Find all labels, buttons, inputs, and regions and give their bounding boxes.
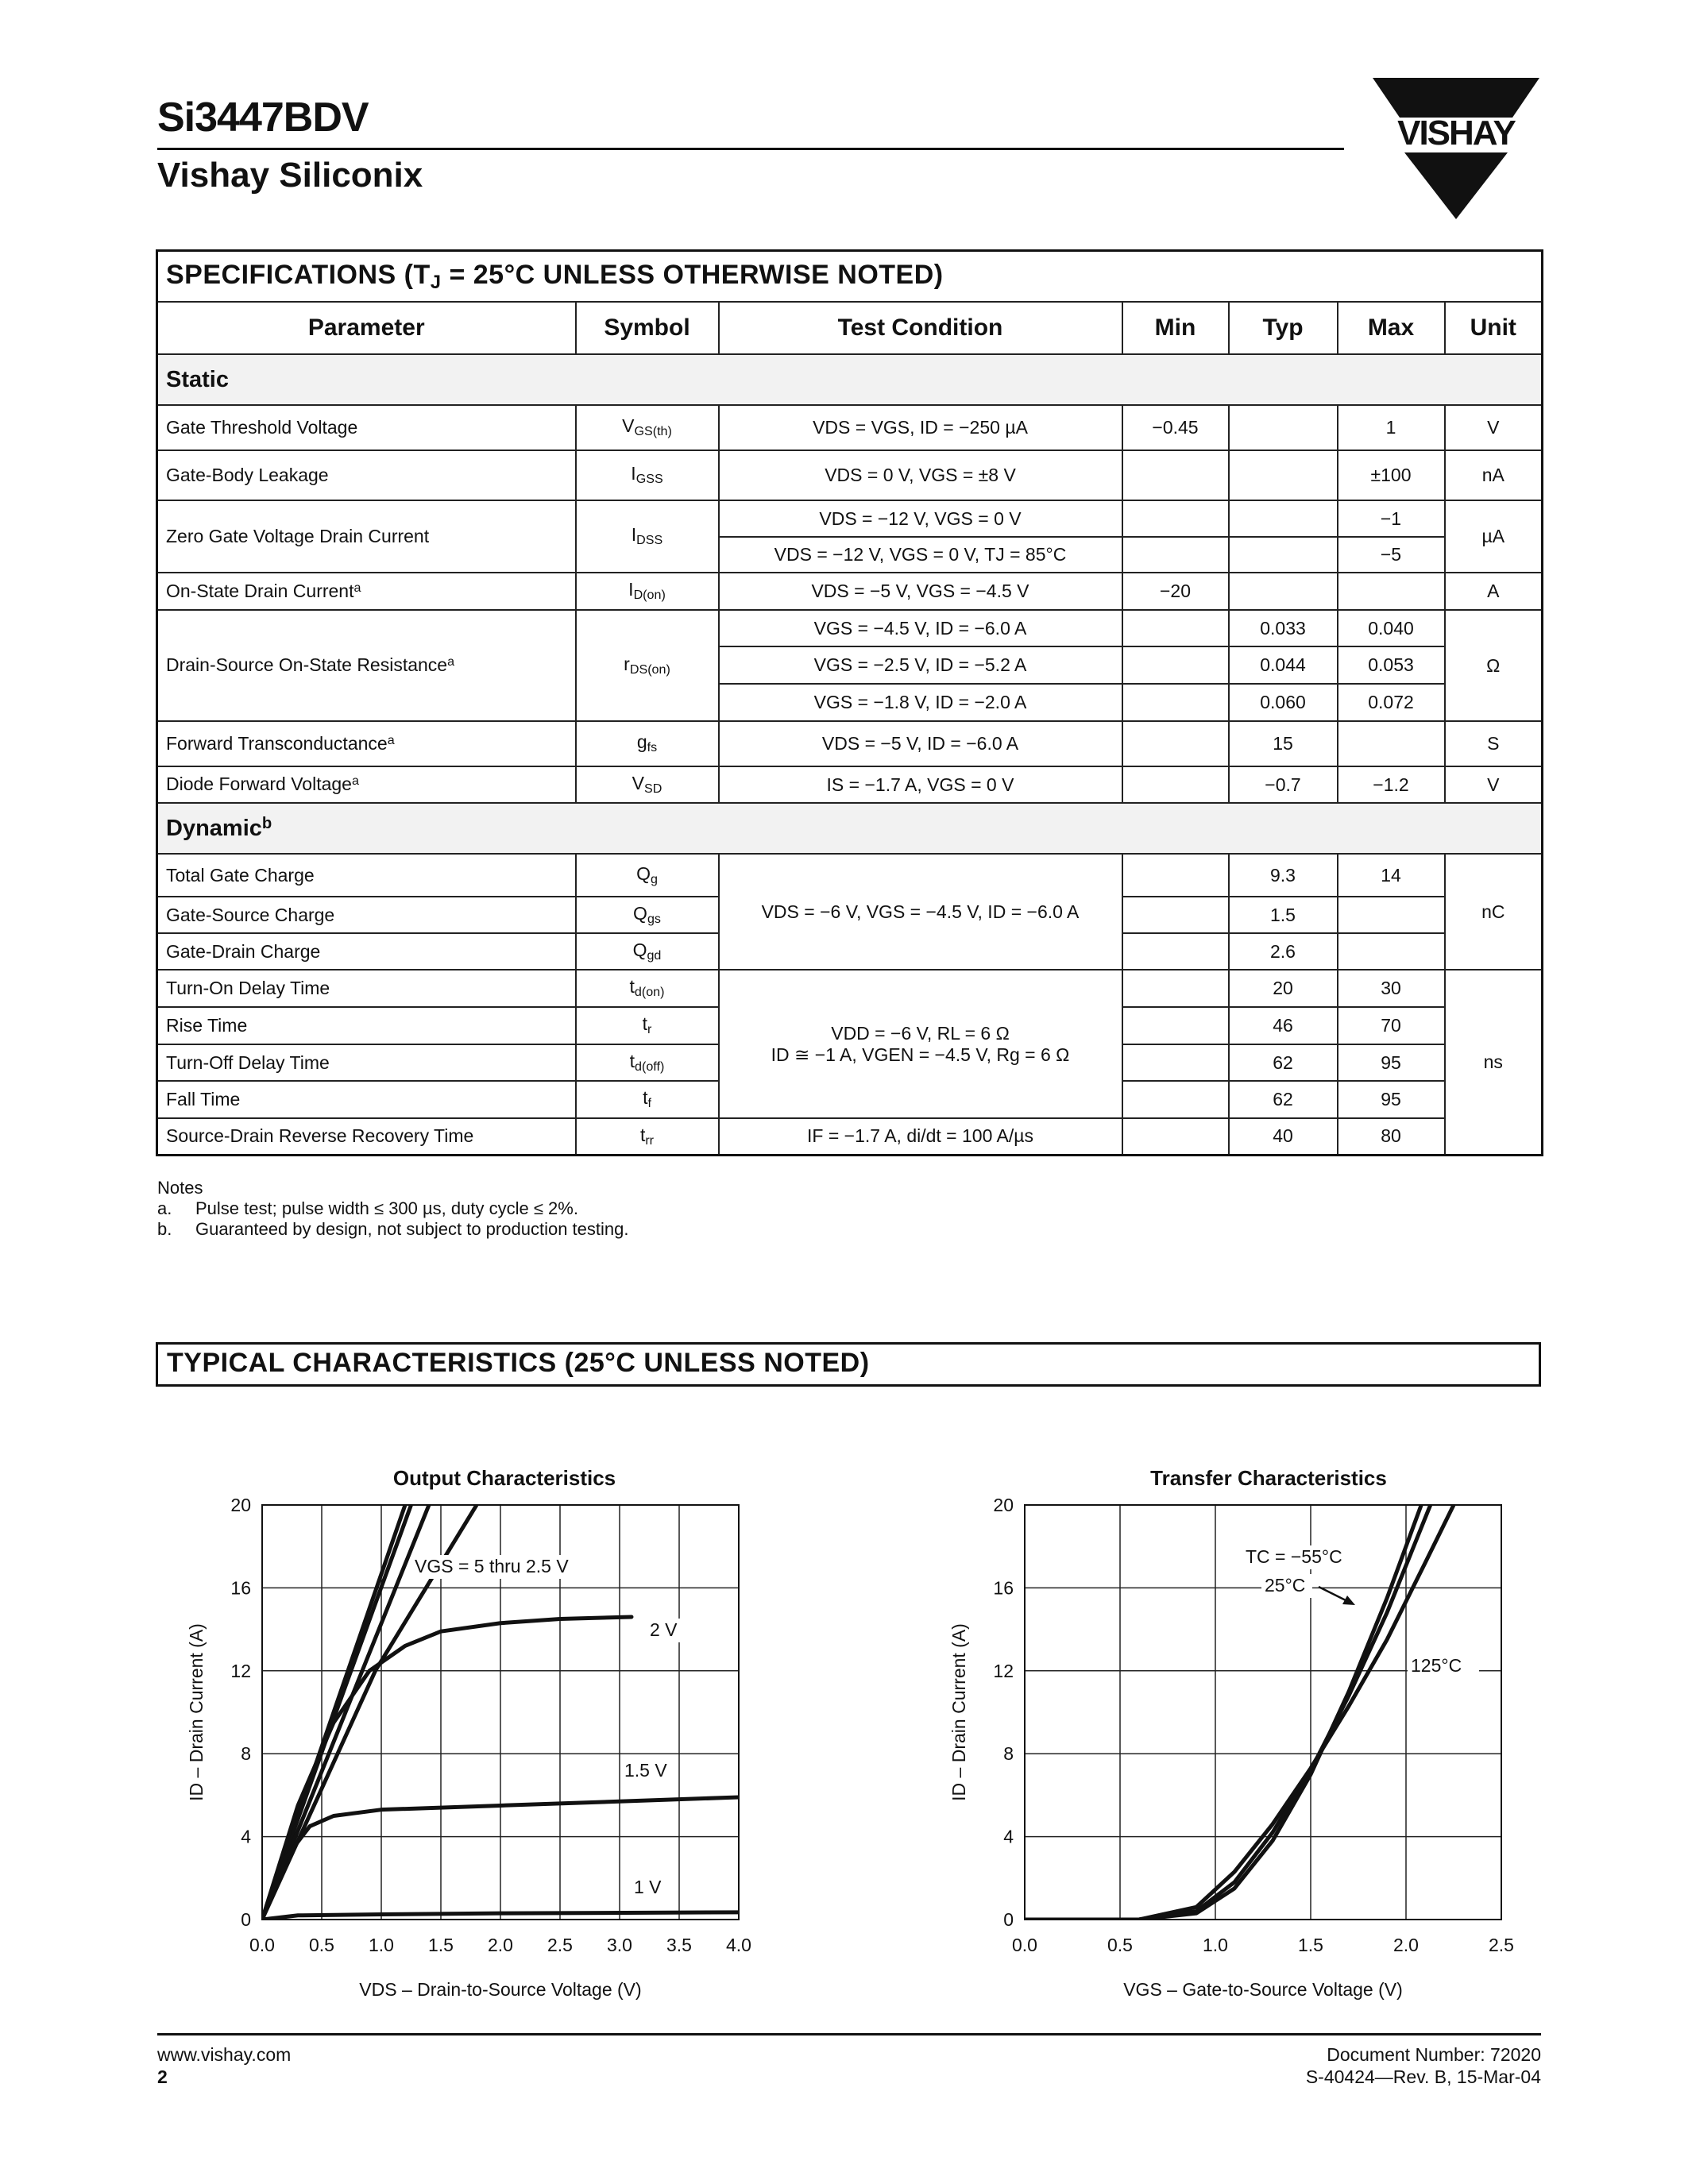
table-row: Gate Threshold Voltage $V_{GS(th)}$ VDS = VGS, ID = −250 µA −0.45 1 V (157, 405, 1543, 450)
table-row: Forward Transconductance$^a$ $g_{fs}$ VDS = −5 V, ID = −6.0 A 15 S (157, 721, 1543, 766)
table-row: Rise Time $t_r$ 46 70 (157, 1007, 1543, 1044)
table-row: Gate-Body Leakage $I_{GSS}$ VDS = 0 V, VGS = ±8 V ±100 nA (157, 450, 1543, 500)
y-tick-label: 16 (230, 1577, 251, 1599)
x-tick-label: 2.5 (547, 1935, 573, 1955)
output-characteristics-chart (159, 1493, 763, 2017)
y-tick-label: 0 (1003, 1909, 1014, 1930)
annotation-label: 25°C (1265, 1575, 1306, 1596)
x-tick-label: 2.0 (488, 1935, 513, 1955)
col-test-condition: Test Condition (719, 302, 1122, 354)
specifications-table (156, 249, 1543, 1156)
x-tick-label: 2.0 (1393, 1935, 1419, 1955)
annotation-label: 2 V (650, 1619, 678, 1640)
y-axis-label: ID – Drain Current (A) (948, 1623, 969, 1801)
table-row: Source-Drain Reverse Recovery Time $t_{rr}$ IF = −1.7 A, di/dt = 100 A/µs 40 80 (157, 1118, 1543, 1155)
notes-heading: Notes (157, 1178, 203, 1198)
header-rule (157, 148, 1344, 150)
x-tick-label: 0.5 (1107, 1935, 1133, 1955)
col-typ: Typ (1229, 302, 1338, 354)
x-tick-label: 3.0 (607, 1935, 632, 1955)
document-number: Document Number: 72020 (1327, 2044, 1541, 2065)
header-row (157, 302, 1543, 354)
table-row: VGS = −1.8 V, ID = −2.0 A 0.060 0.072 (157, 684, 1543, 721)
x-axis-label: VGS – Gate-to-Source Voltage (V) (1123, 1979, 1403, 2000)
col-min: Min (1122, 302, 1229, 354)
col-unit: Unit (1445, 302, 1543, 354)
table-row: Drain-Source On-State Resistance$^a$ $r_{DS(on)}$ VGS = −4.5 V, ID = −6.0 A 0.033 0.040 Ω (157, 610, 1543, 646)
series-line-1 (1025, 1495, 1435, 1920)
y-tick-label: 8 (241, 1743, 251, 1765)
x-axis-label: VDS – Drain-to-Source Voltage (V) (359, 1979, 642, 2000)
y-tick-label: 16 (993, 1577, 1014, 1599)
y-tick-label: 0 (241, 1909, 251, 1930)
y-tick-label: 20 (993, 1495, 1014, 1515)
table-row: Diode Forward Voltage$^a$ $V_{SD}$ IS = −1.7 A, VGS = 0 V −0.7 −1.2 V (157, 766, 1543, 803)
chart2-title: Transfer Characteristics (1150, 1466, 1387, 1490)
table-row: Fall Time $t_f$ 62 95 (157, 1081, 1543, 1118)
x-tick-label: 0.5 (309, 1935, 334, 1955)
series-line-0 (1025, 1495, 1425, 1920)
part-number: Si3447BDV (157, 95, 369, 141)
x-tick-label: 2.5 (1489, 1935, 1514, 1955)
y-tick-label: 12 (230, 1660, 251, 1681)
page-number: 2 (157, 2066, 168, 2087)
series-line-2 (1025, 1505, 1454, 1920)
x-tick-label: 0.0 (249, 1935, 275, 1955)
table-row: On-State Drain Current$^a$ $I_{D(on)}$ VDS = −5 V, VGS = −4.5 V −20 A (157, 573, 1543, 610)
col-max: Max (1338, 302, 1445, 354)
x-tick-label: 1.5 (1298, 1935, 1323, 1955)
table-row: Zero Gate Voltage Drain Current $I_{DSS}$ VDS = −12 V, VGS = 0 V −1 µA (157, 500, 1543, 537)
y-tick-label: 20 (230, 1495, 251, 1515)
annotation-label: 125°C (1411, 1655, 1462, 1676)
note-b: b. Guaranteed by design, not subject to production testing. (157, 1219, 629, 1239)
company-name: Vishay Siliconix (157, 156, 423, 195)
y-tick-label: 12 (993, 1660, 1014, 1681)
revision: S-40424—Rev. B, 15-Mar-04 (1305, 2066, 1541, 2087)
x-tick-label: 1.5 (428, 1935, 454, 1955)
notes (157, 1178, 628, 1240)
transfer-characteristics-chart (921, 1493, 1525, 2017)
table-row: Gate-Source Charge $Q_{gs}$ 1.5 (157, 897, 1543, 933)
table-row: VDS = −12 V, VGS = 0 V, TJ = 85°C −5 (157, 537, 1543, 573)
table-row: Turn-Off Delay Time $t_{d(off)}$ 62 95 (157, 1044, 1543, 1081)
x-tick-label: 4.0 (726, 1935, 751, 1955)
section-dynamic: Dynamic$^b$ (157, 803, 1543, 854)
annotation-label: 1.5 V (624, 1760, 667, 1781)
footer-url[interactable]: www.vishay.com (157, 2044, 292, 2065)
table-row: Turn-On Delay Time $t_{d(on)}$ VDD = −6 V, RL = 6 Ω ID ≅ −1 A, VGEN = −4.5 V, Rg = 6 Ω 20 30 ns (157, 970, 1543, 1007)
y-axis-label: ID – Drain Current (A) (186, 1623, 207, 1801)
y-tick-label: 4 (241, 1826, 251, 1847)
x-tick-label: 0.0 (1012, 1935, 1037, 1955)
spec-title: SPECIFICATIONS ($T_J = 25^\circ C$ UNLESS OTHERWISE NOTED) (157, 251, 1543, 303)
y-tick-label: 4 (1003, 1826, 1014, 1847)
chart1-title: Output Characteristics (392, 1466, 616, 1490)
annotation-label: TC = −55°C (1246, 1546, 1342, 1567)
x-tick-label: 1.0 (1203, 1935, 1228, 1955)
note-a: a. Pulse test; pulse width ≤ 300 µs, duty cycle ≤ 2%. (157, 1198, 578, 1218)
vishay-logo (1373, 78, 1539, 219)
y-tick-label: 8 (1003, 1743, 1014, 1765)
x-tick-label: 3.5 (666, 1935, 692, 1955)
table-row: Total Gate Charge $Q_g$ VDS = −6 V, VGS = −4.5 V, ID = −6.0 A 9.3 14 nC (157, 854, 1543, 897)
table-row: Gate-Drain Charge $Q_{gd}$ 2.6 (157, 933, 1543, 970)
typical-characteristics-title: TYPICAL CHARACTERISTICS (25°C UNLESS NOTED) (167, 1348, 870, 1378)
logo-wordmark: VISHAY (1397, 114, 1515, 152)
col-symbol: Symbol (576, 302, 719, 354)
section-static: Static (157, 354, 1543, 405)
annotation-label: VGS = 5 thru 2.5 V (415, 1556, 569, 1576)
table-row: VGS = −2.5 V, ID = −5.2 A 0.044 0.053 (157, 646, 1543, 684)
x-tick-label: 1.0 (369, 1935, 394, 1955)
footer-rule (157, 2033, 1541, 2035)
col-parameter: Parameter (157, 302, 576, 354)
annotation-label: 1 V (634, 1877, 662, 1897)
